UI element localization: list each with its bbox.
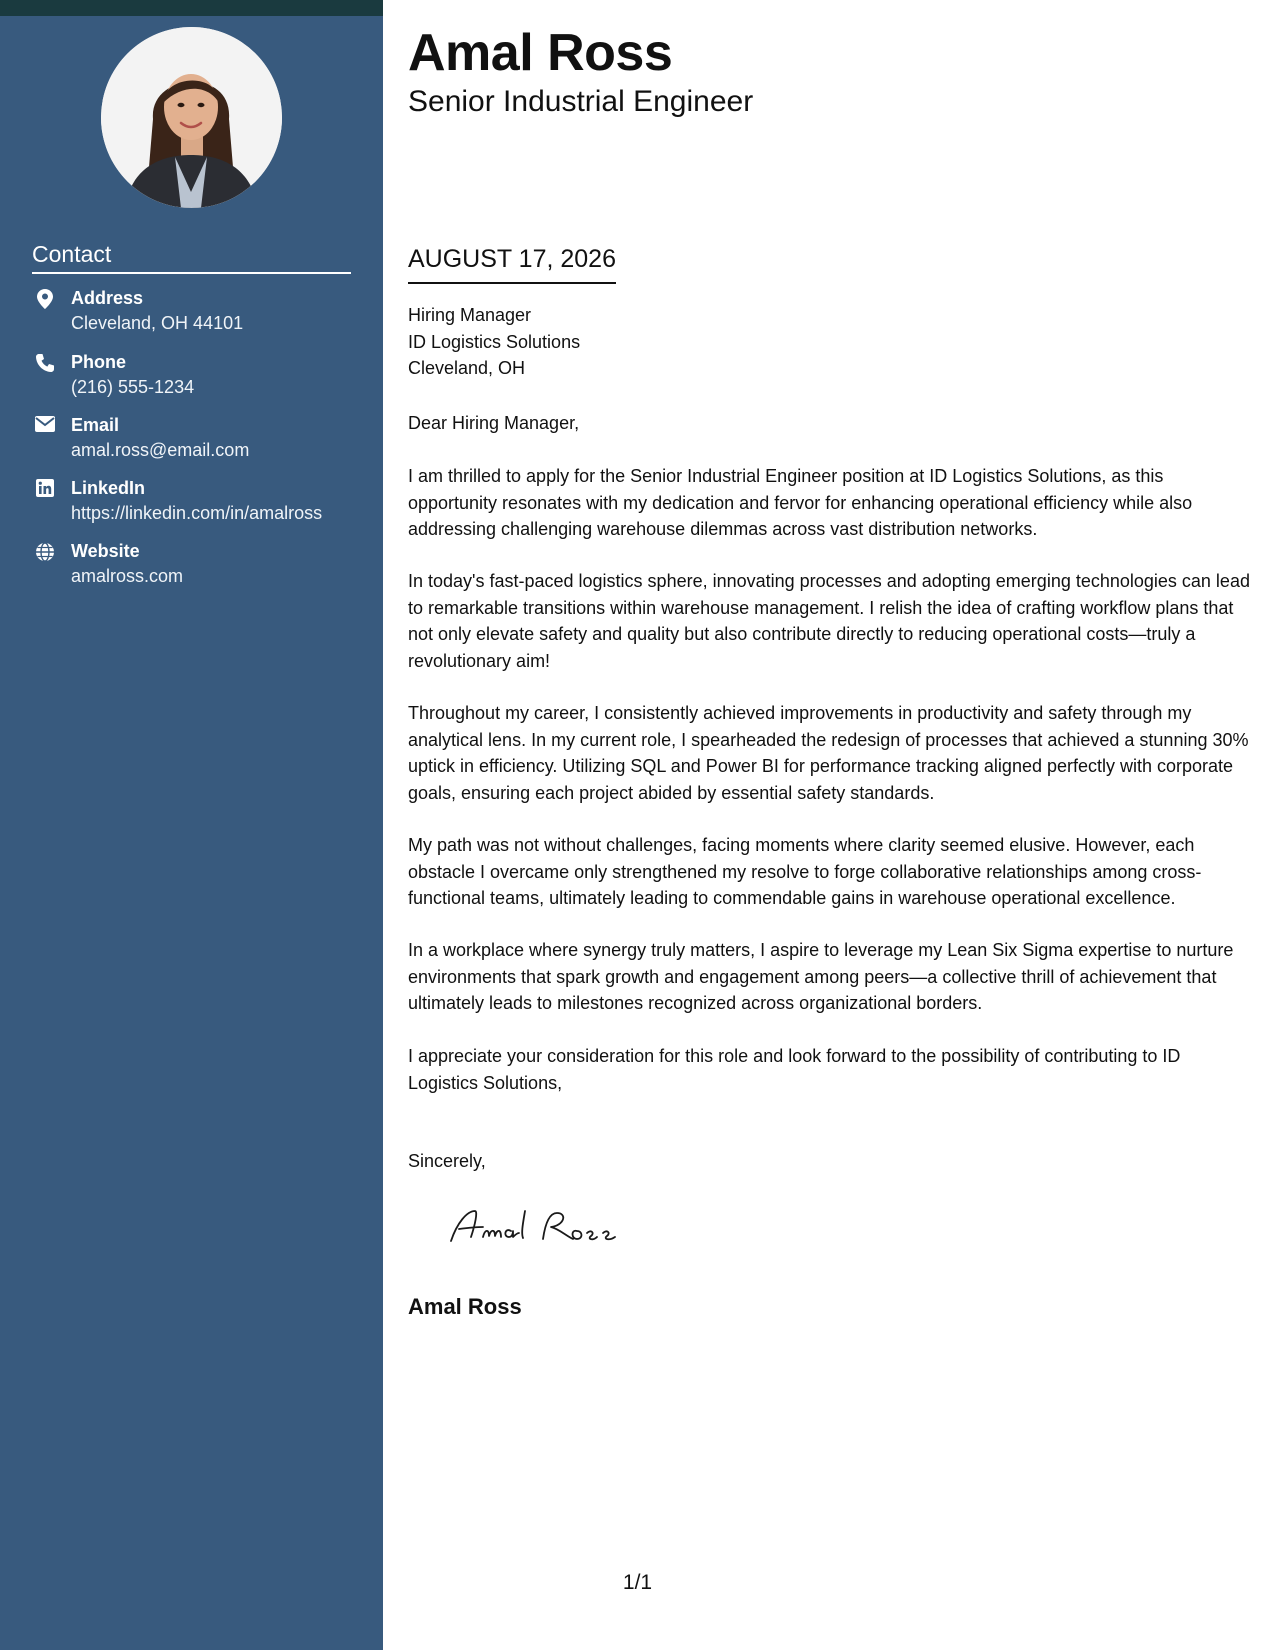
- job-title: Senior Industrial Engineer: [408, 85, 754, 118]
- body-paragraph: Throughout my career, I consistently achieved improvements in productivity and safety through my analytical lens. In my current role, I spearheaded the redesign of processes that achieved a stunning 30% uptick in efficiency. Utilizing SQL and Power BI for performance tracking aligned perfectly with corporate goals, ensuring each project abided by essential safety standards.: [408, 703, 1249, 803]
- sidebar-top-bar: [0, 0, 383, 16]
- avatar: [101, 27, 282, 208]
- contact-value-email: amal.ross@email.com: [71, 440, 250, 460]
- signature-image: [445, 1203, 635, 1253]
- contact-label-website: Website: [71, 541, 140, 561]
- sidebar: [0, 0, 383, 1650]
- envelope-icon: [32, 416, 58, 436]
- page-number: 1/1: [622, 1571, 653, 1594]
- body-paragraph: In today's fast-paced logistics sphere, innovating processes and adopting emerging technologies can lead to remarkable transitions within warehouse management. I relish the idea of crafting workflow plans that not only elevate safety and quality but also contribute directly to reducing operational costs—truly a revolutionary aim!: [408, 571, 1250, 671]
- recipient-line: Cleveland, OH: [408, 358, 526, 378]
- contact-label-email: Email: [71, 415, 120, 435]
- body-paragraph: In a workplace where synergy truly matters, I aspire to leverage my Lean Six Sigma expertise to nurture environments that spark growth and engagement among peers—a collective thrill of achievement that ultimately leads to milestones recognized across organizational borders.: [408, 940, 1234, 1013]
- contact-value-website[interactable]: amalross.com: [71, 566, 184, 586]
- phone-icon: [32, 353, 58, 373]
- map-pin-icon: [32, 289, 58, 309]
- applicant-name: Amal Ross: [408, 24, 673, 82]
- body-paragraph: I appreciate your consideration for this role and look forward to the possibility of contributing to ID Logistics Solutions,: [408, 1046, 1181, 1093]
- contact-value-address: Cleveland, OH 44101: [71, 313, 244, 333]
- contact-label-linkedin: LinkedIn: [71, 478, 146, 498]
- letter-date: AUGUST 17, 2026: [408, 242, 616, 284]
- contact-label-address: Address: [71, 288, 144, 308]
- contact-value-linkedin[interactable]: https://linkedin.com/in/amalross: [71, 503, 323, 523]
- globe-icon: [32, 542, 58, 562]
- contact-heading: Contact: [32, 240, 351, 274]
- salutation: Dear Hiring Manager,: [408, 413, 580, 433]
- recipient-block: [408, 302, 580, 382]
- contact-value-phone: (216) 555-1234: [71, 377, 195, 397]
- contact-label-phone: Phone: [71, 352, 127, 372]
- recipient-line: ID Logistics Solutions: [408, 331, 581, 352]
- recipient-line: Hiring Manager: [408, 305, 532, 325]
- signer-name: Amal Ross: [408, 1294, 522, 1319]
- body-paragraph: My path was not without challenges, facing moments where clarity seemed elusive. However, each obstacle I overcame only strengthened my resolve to forge collaborative relationships among cross-functional teams, ultimately leading to commendable gains in warehouse operational excellence.: [408, 835, 1202, 908]
- body-paragraph: I am thrilled to apply for the Senior Industrial Engineer position at ID Logistics Solutions, as this opportunity resonates with my dedication and fervor for enhancing operational efficiency while also addressing challenging warehouse dilemmas across vast distribution networks.: [408, 466, 1193, 539]
- closing: Sincerely,: [408, 1151, 486, 1171]
- linkedin-icon: [32, 479, 58, 499]
